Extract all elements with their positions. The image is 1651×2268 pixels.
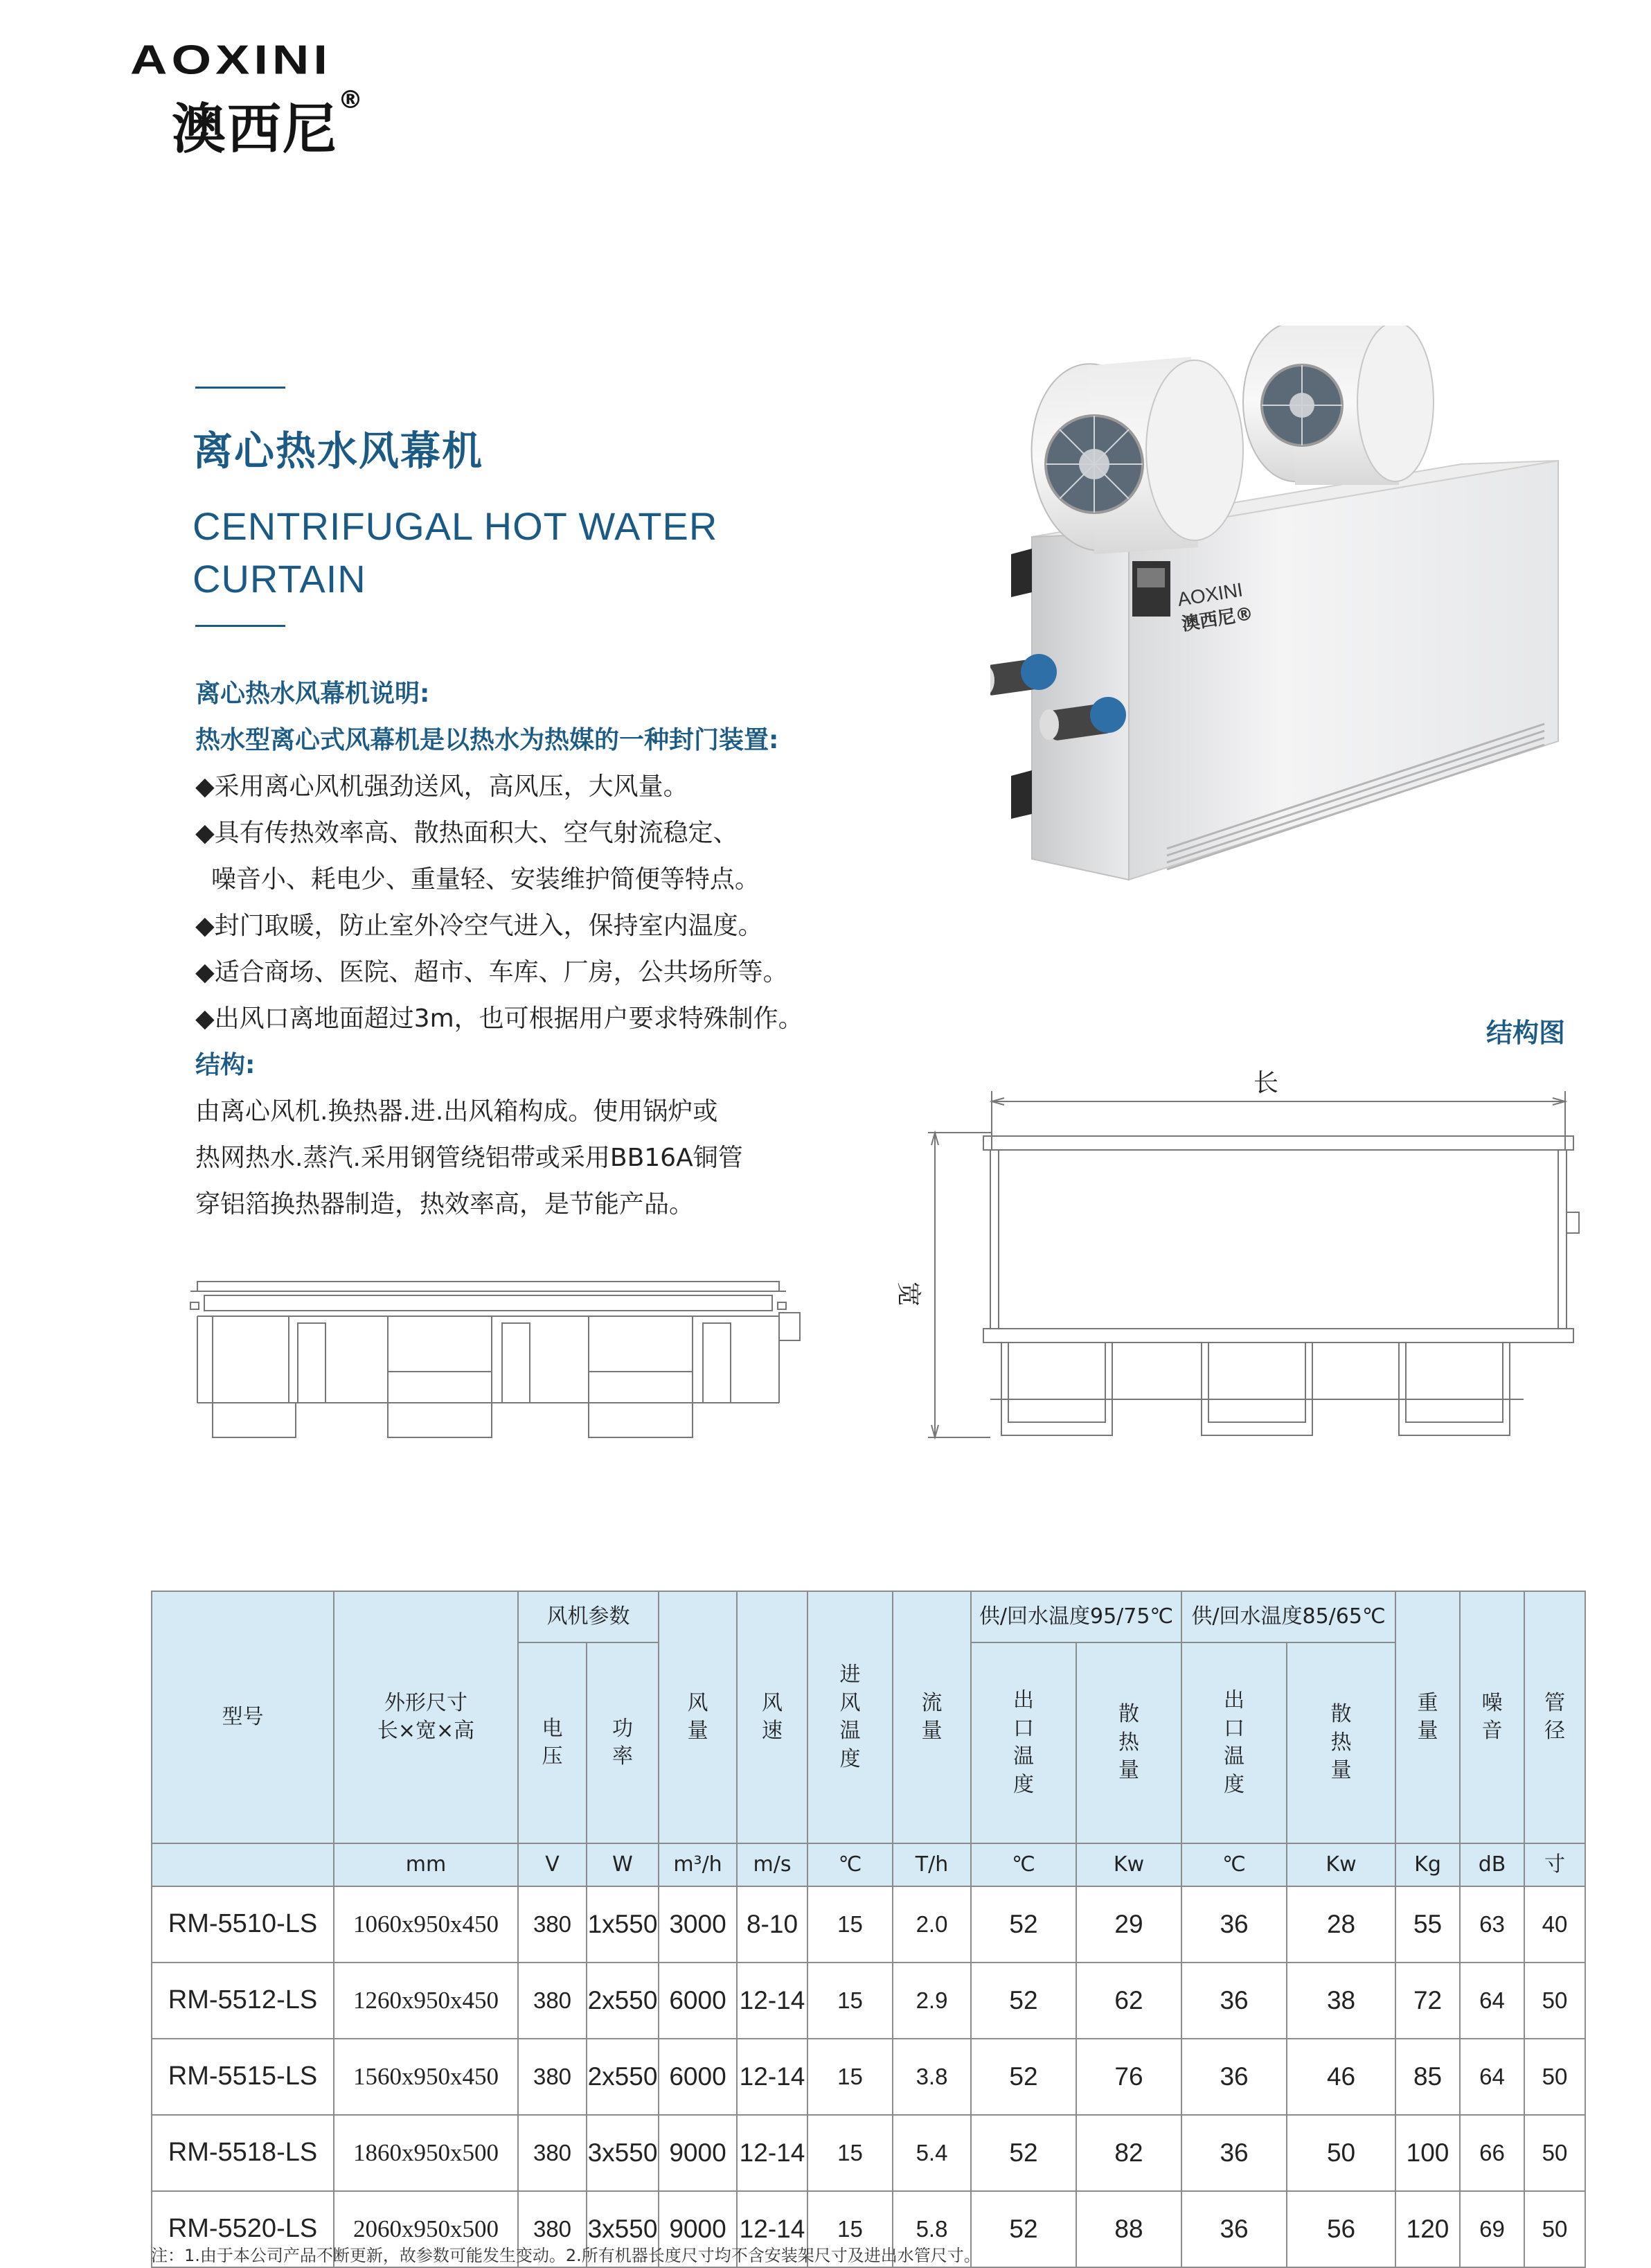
- table-cell: 15: [807, 2039, 893, 2115]
- table-cell: 36: [1181, 2191, 1287, 2267]
- unit-cell: 寸: [1524, 1843, 1585, 1886]
- header-outlet-temp-1: [971, 1642, 1076, 1843]
- structure-line: 由离心风机.换热器.进.出风箱构成。使用锅炉或: [195, 1097, 718, 1126]
- table-cell: 1860x950x500: [334, 2115, 518, 2191]
- table-cell: 6000: [659, 1963, 737, 2039]
- feature-item: 噪音小、耗电少、重量轻、安装维护简便等特点。: [195, 865, 760, 894]
- header-char: 音: [1481, 1719, 1503, 1743]
- header-heat-2: [1287, 1642, 1395, 1843]
- unit-cell: ℃: [807, 1843, 893, 1886]
- header-speed: [737, 1591, 807, 1843]
- header-noise: [1460, 1591, 1524, 1843]
- table-cell: 50: [1524, 2039, 1585, 2115]
- table-cell: 1x550: [587, 1886, 659, 1963]
- product-logo-cn: 澳西尼®: [1180, 603, 1255, 635]
- table-cell: 55: [1395, 1886, 1460, 1963]
- top-view-drawing: [886, 1060, 1593, 1448]
- table-cell: 64: [1460, 1963, 1524, 2039]
- table-cell: 12-14: [737, 2039, 807, 2115]
- header-power: [587, 1642, 659, 1843]
- header-pipe: [1524, 1591, 1585, 1843]
- unit-cell: T/h: [893, 1843, 971, 1886]
- feature-item: ◆封门取暖，防止室外冷空气进入，保持室内温度。: [195, 912, 763, 940]
- table-cell: RM-5515-LS: [152, 2039, 334, 2115]
- table-cell: 12-14: [737, 2115, 807, 2191]
- table-cell: 15: [807, 2115, 893, 2191]
- table-cell: 120: [1395, 2191, 1460, 2267]
- unit-cell: dB: [1460, 1843, 1524, 1886]
- feature-item: ◆适合商场、医院、超市、车库、厂房，公共场所等。: [195, 958, 788, 986]
- table-cell: 46: [1287, 2039, 1395, 2115]
- table-cell: RM-5512-LS: [152, 1963, 334, 2039]
- table-cell: 50: [1524, 2115, 1585, 2191]
- header-fan-params: 风机参数: [518, 1591, 659, 1642]
- header-char: 散: [1330, 1702, 1352, 1727]
- registered-mark: ®: [338, 86, 365, 114]
- header-char: 风: [687, 1690, 708, 1715]
- length-label: 长: [1253, 1069, 1279, 1097]
- table-cell: 56: [1287, 2191, 1395, 2267]
- table-cell: 72: [1395, 1963, 1460, 2039]
- title-rule-bottom: [195, 625, 285, 627]
- feature-item: ◆具有传热效率高、散热面积大、空气射流稳定、: [195, 819, 738, 847]
- table-cell: 12-14: [737, 1963, 807, 2039]
- header-char: 管: [1544, 1690, 1566, 1715]
- header-char: 风: [762, 1690, 783, 1715]
- table-cell: 15: [807, 1963, 893, 2039]
- header-char: 出: [1013, 1688, 1034, 1712]
- table-cell: 64: [1460, 2039, 1524, 2115]
- header-weight: [1395, 1591, 1460, 1843]
- unit-cell: mm: [334, 1843, 518, 1886]
- table-cell: 40: [1524, 1886, 1585, 1963]
- header-char: 量: [687, 1719, 708, 1743]
- table-cell: 50: [1287, 2115, 1395, 2191]
- table-cell: 38: [1287, 1963, 1395, 2039]
- header-char: 散: [1118, 1702, 1139, 1727]
- table-cell: 52: [971, 2115, 1076, 2191]
- table-row: [152, 2115, 1585, 2191]
- header-char: 噪: [1481, 1690, 1503, 1715]
- unit-cell: m/s: [737, 1843, 807, 1886]
- header-size-line2: 长×宽×高: [377, 1719, 475, 1743]
- table-cell: 82: [1076, 2115, 1181, 2191]
- header-char: 率: [612, 1744, 633, 1769]
- header-char: 口: [1224, 1716, 1245, 1741]
- feature-item: ◆采用离心风机强劲送风，高风压，大风量。: [195, 772, 688, 801]
- table-cell: 2060x950x500: [334, 2191, 518, 2267]
- unit-cell: m³/h: [659, 1843, 737, 1886]
- unit-cell: V: [518, 1843, 587, 1886]
- table-cell: 5.8: [893, 2191, 971, 2267]
- table-cell: 69: [1460, 2191, 1524, 2267]
- table-cell: 15: [807, 1886, 893, 1963]
- table-cell: 29: [1076, 1886, 1181, 1963]
- table-cell: 8-10: [737, 1886, 807, 1963]
- footnote: 注：1.由于本公司产品不断更新，故参数可能发生变动。2.所有机器长度尺寸均不含安装架尺寸及进出水管尺寸。: [151, 2246, 981, 2265]
- header-char: 出: [1224, 1688, 1245, 1712]
- table-cell: 36: [1181, 2115, 1287, 2191]
- spec-table: [151, 1591, 1586, 2268]
- header-char: 温: [1224, 1744, 1245, 1769]
- table-cell: 36: [1181, 1886, 1287, 1963]
- header-char: 口: [1013, 1716, 1034, 1741]
- header-char: 进: [839, 1663, 861, 1687]
- table-cell: 100: [1395, 2115, 1460, 2191]
- product-photo: [990, 326, 1586, 901]
- feature-item: ◆出风口离地面超过3m，也可根据用户要求特殊制作。: [195, 1004, 803, 1033]
- unit-cell: W: [587, 1843, 659, 1886]
- header-flow: [893, 1591, 971, 1843]
- table-cell: RM-5520-LS: [152, 2191, 334, 2267]
- table-cell: 6000: [659, 2039, 737, 2115]
- header-char: 量: [1118, 1758, 1139, 1783]
- unit-cell: Kw: [1076, 1843, 1181, 1886]
- table-cell: 66: [1460, 2115, 1524, 2191]
- product-logo-en: AOXINI: [1176, 578, 1244, 610]
- header-char: 风: [839, 1690, 861, 1715]
- brand-logo-cn: [172, 86, 364, 163]
- product-description: [195, 671, 803, 1228]
- header-model: 型号: [152, 1591, 334, 1843]
- front-view-drawing: [177, 1275, 807, 1441]
- header-char: 电: [542, 1716, 563, 1741]
- header-char: 热: [1118, 1730, 1139, 1755]
- header-char: 度: [1224, 1772, 1245, 1797]
- unit-cell: Kw: [1287, 1843, 1395, 1886]
- table-row: [152, 1963, 1585, 2039]
- table-cell: 28: [1287, 1886, 1395, 1963]
- header-outlet-temp-2: [1181, 1642, 1287, 1843]
- table-cell: 15: [807, 2191, 893, 2267]
- table-cell: 36: [1181, 2039, 1287, 2115]
- table-cell: 50: [1524, 2191, 1585, 2267]
- page-title-en-line1: CENTRIFUGAL HOT WATER: [193, 504, 718, 548]
- header-char: 温: [1013, 1744, 1034, 1769]
- header-group-95-75: 供/回水温度95/75℃: [971, 1591, 1181, 1642]
- header-size: [334, 1591, 518, 1843]
- header-char: 温: [839, 1719, 861, 1743]
- table-cell: 85: [1395, 2039, 1460, 2115]
- header-char: 量: [1330, 1758, 1352, 1783]
- table-cell: 12-14: [737, 2191, 807, 2267]
- table-cell: 3.8: [893, 2039, 971, 2115]
- page-title-cn: 离心热水风幕机: [193, 427, 484, 475]
- table-cell: 380: [518, 1886, 587, 1963]
- header-char: 度: [1013, 1772, 1034, 1797]
- header-char: 功: [612, 1716, 633, 1741]
- table-cell: 3x550: [587, 2191, 659, 2267]
- header-char: 压: [542, 1744, 563, 1769]
- header-char: 径: [1544, 1719, 1566, 1743]
- table-cell: 88: [1076, 2191, 1181, 2267]
- table-cell: RM-5518-LS: [152, 2115, 334, 2191]
- header-char: 量: [1417, 1719, 1438, 1743]
- structure-line: 热网热水.蒸汽.采用钢管绕铝带或采用BB16A铜管: [195, 1144, 743, 1172]
- table-cell: 2x550: [587, 2039, 659, 2115]
- table-cell: 5.4: [893, 2115, 971, 2191]
- header-intake-temp: [807, 1591, 893, 1843]
- table-cell: 380: [518, 1963, 587, 2039]
- header-voltage: [518, 1642, 587, 1843]
- table-cell: 3000: [659, 1886, 737, 1963]
- table-cell: 63: [1460, 1886, 1524, 1963]
- structure-diagram-label: 结构图: [1486, 1018, 1566, 1048]
- structure-line: 穿铝箔换热器制造，热效率高，是节能产品。: [195, 1190, 695, 1219]
- width-label: 宽: [894, 1282, 922, 1307]
- table-cell: 52: [971, 2039, 1076, 2115]
- table-cell: 2.9: [893, 1963, 971, 2039]
- table-cell: 2.0: [893, 1886, 971, 1963]
- title-rule-top: [195, 387, 285, 389]
- structure-heading: 结构:: [195, 1051, 256, 1079]
- table-cell: 380: [518, 2115, 587, 2191]
- header-size-line1: 外形尺寸: [384, 1690, 467, 1715]
- table-row: [152, 2039, 1585, 2115]
- unit-cell: ℃: [1181, 1843, 1287, 1886]
- description-heading: 离心热水风幕机说明:: [195, 680, 430, 708]
- table-cell: 2x550: [587, 1963, 659, 2039]
- header-char: 量: [921, 1719, 943, 1743]
- table-cell: 1060x950x450: [334, 1886, 518, 1963]
- table-row: [152, 1886, 1585, 1963]
- header-char: 速: [762, 1719, 783, 1743]
- unit-cell: [152, 1843, 334, 1886]
- table-cell: 3x550: [587, 2115, 659, 2191]
- description-subheading: 热水型离心式风幕机是以热水为热媒的一种封门装置:: [195, 726, 779, 754]
- unit-cell: Kg: [1395, 1843, 1460, 1886]
- brand-logo-en: AOXINI: [130, 36, 332, 83]
- brand-cn-text: 澳西尼: [172, 98, 339, 161]
- page-title-en: [193, 500, 717, 605]
- table-cell: RM-5510-LS: [152, 1886, 334, 1963]
- units-row: [152, 1843, 1585, 1886]
- header-heat-1: [1076, 1642, 1181, 1843]
- table-cell: 380: [518, 2039, 587, 2115]
- table-cell: 1560x950x450: [334, 2039, 518, 2115]
- header-char: 重: [1417, 1690, 1438, 1715]
- page-title-en-line2: CURTAIN: [193, 557, 366, 601]
- table-cell: 380: [518, 2191, 587, 2267]
- table-cell: 50: [1524, 1963, 1585, 2039]
- table-cell: 62: [1076, 1963, 1181, 2039]
- table-cell: 52: [971, 1963, 1076, 2039]
- header-airflow: [659, 1591, 737, 1843]
- header-group-85-65: 供/回水温度85/65℃: [1181, 1591, 1395, 1642]
- table-cell: 76: [1076, 2039, 1181, 2115]
- table-cell: 1260x950x450: [334, 1963, 518, 2039]
- table-cell: 36: [1181, 1963, 1287, 2039]
- unit-cell: ℃: [971, 1843, 1076, 1886]
- table-cell: 52: [971, 1886, 1076, 1963]
- table-cell: 9000: [659, 2191, 737, 2267]
- header-char: 热: [1330, 1730, 1352, 1755]
- header-char: 流: [921, 1690, 943, 1715]
- header-char: 度: [839, 1746, 861, 1771]
- table-cell: 9000: [659, 2115, 737, 2191]
- table-cell: 52: [971, 2191, 1076, 2267]
